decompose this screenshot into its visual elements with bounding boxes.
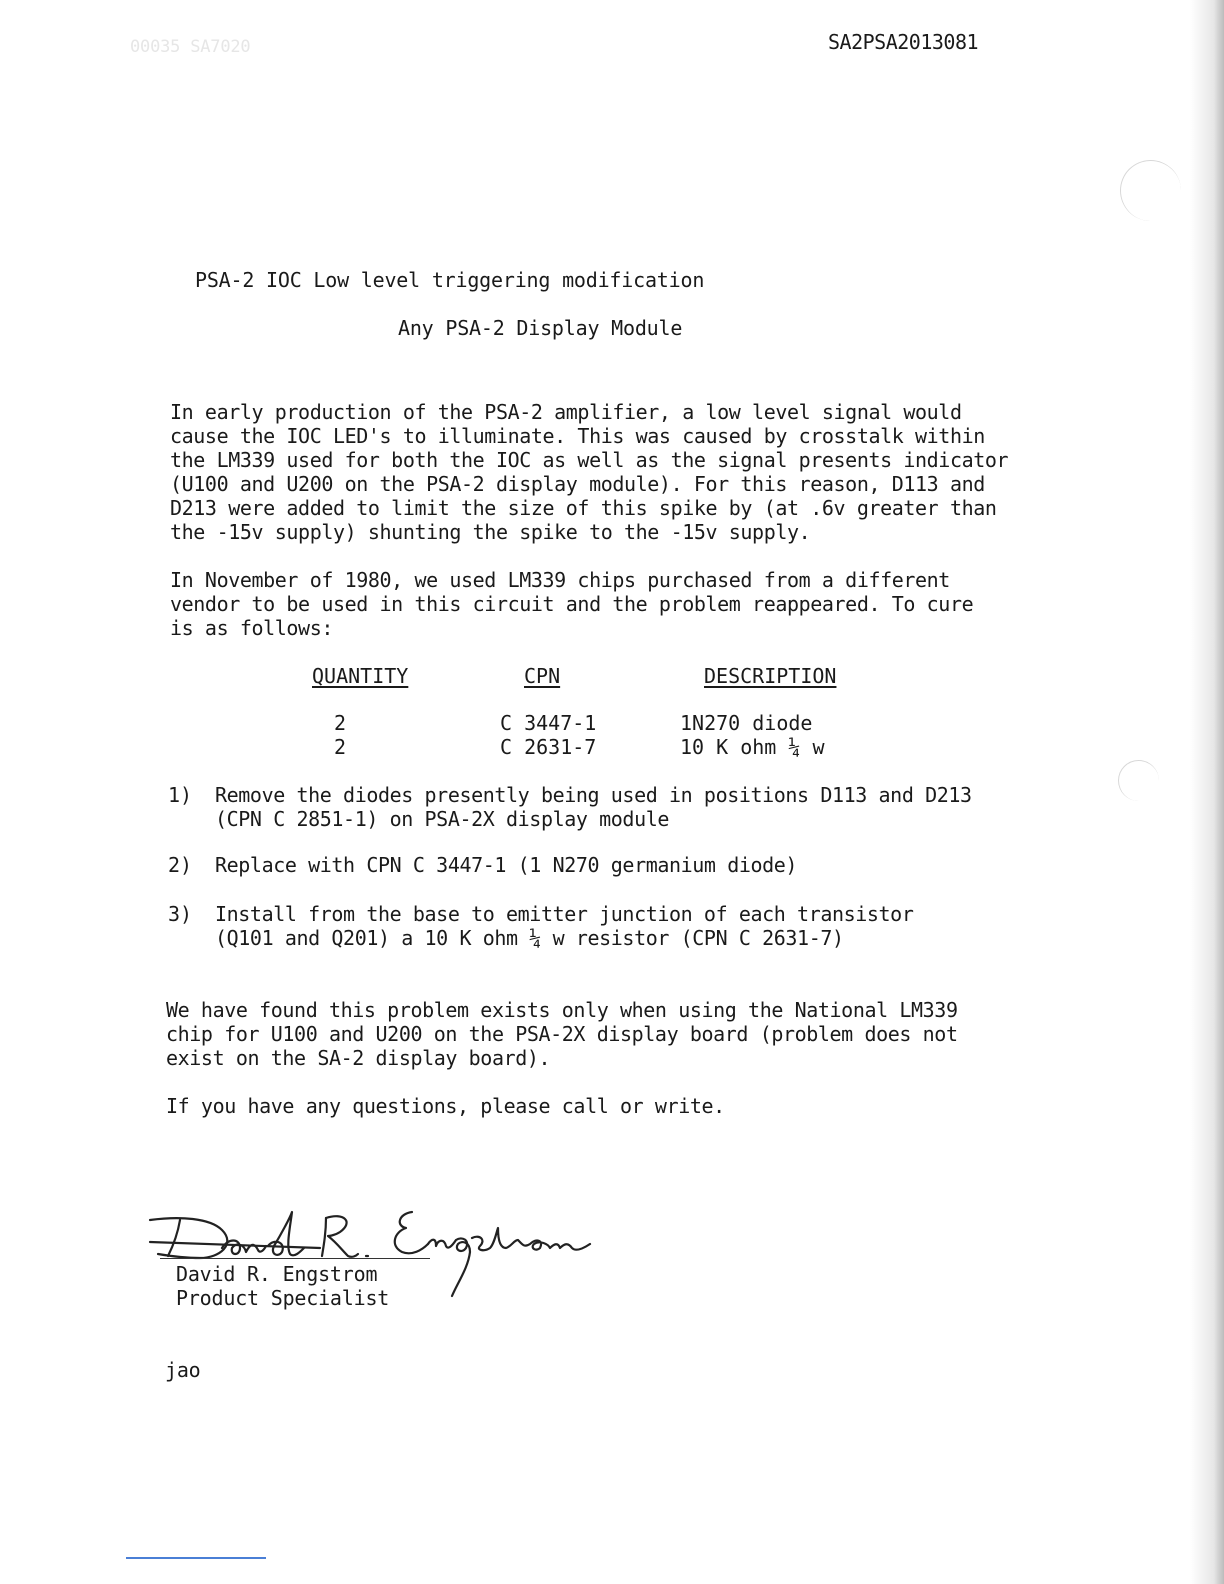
scan-edge-shade bbox=[1190, 0, 1224, 1584]
cell-quantity: 2 bbox=[334, 711, 347, 735]
document-title: PSA-2 IOC Low level triggering modification bbox=[195, 268, 705, 292]
document-subtitle: Any PSA-2 Display Module bbox=[398, 316, 683, 340]
blue-edge-mark bbox=[126, 1557, 266, 1559]
cell-description: 10 K ohm ¼ w bbox=[680, 735, 825, 759]
step-text: Install from the base to emitter junction of each transistor (Q101 and Q201) a 10 K ohm ¼ w resistor (CPN C 2631-7) bbox=[215, 902, 914, 950]
cell-description: 1N270 diode bbox=[680, 711, 813, 735]
typist-initials: jao bbox=[165, 1358, 201, 1382]
step-number: 1) bbox=[168, 783, 193, 807]
signer-name: David R. Engstrom bbox=[176, 1262, 378, 1286]
contact-paragraph: If you have any questions, please call or write. bbox=[166, 1094, 725, 1118]
punch-hole-mark bbox=[1120, 160, 1181, 221]
november-paragraph: In November of 1980, we used LM339 chips purchased from a different vendor to be used in this circuit and the problem reappeared. To cure is as follows: bbox=[170, 568, 974, 640]
signer-title: Product Specialist bbox=[176, 1286, 390, 1310]
cell-cpn: C 3447-1 bbox=[500, 711, 597, 735]
signature-line bbox=[160, 1258, 430, 1259]
ghost-header: 00035 SA7020 bbox=[130, 37, 251, 57]
cell-cpn: C 2631-7 bbox=[500, 735, 597, 759]
step-number: 3) bbox=[168, 902, 193, 926]
header-cpn: CPN bbox=[524, 664, 561, 688]
header-description: DESCRIPTION bbox=[704, 664, 837, 688]
step-number: 2) bbox=[168, 853, 193, 877]
step-text: Remove the diodes presently being used in positions D113 and D213 (CPN C 2851-1) on PSA-2X display module bbox=[215, 783, 972, 831]
punch-hole-mark bbox=[1118, 760, 1159, 801]
intro-paragraph: In early production of the PSA-2 amplifier, a low level signal would cause the IOC LED's to illuminate. This was caused by crosstalk within the LM339 used for both the IOC as well as the signal presents indicator (U100 and U200 on the PSA-2 display module). For this reason, D113 and D213 were added to limit the size of this spike by (at .6v greater than the -15v supply) shunting the spike to the -15v supply. bbox=[170, 400, 1009, 544]
document-id: SA2PSA2013081 bbox=[828, 30, 979, 54]
step-text: Replace with CPN C 3447-1 (1 N270 germanium diode) bbox=[215, 853, 798, 877]
header-quantity: QUANTITY bbox=[312, 664, 409, 688]
findings-paragraph: We have found this problem exists only when using the National LM339 chip for U100 and U200 on the PSA-2X display board (problem does not exist on the SA-2 display board). bbox=[166, 998, 958, 1070]
cell-quantity: 2 bbox=[334, 735, 347, 759]
